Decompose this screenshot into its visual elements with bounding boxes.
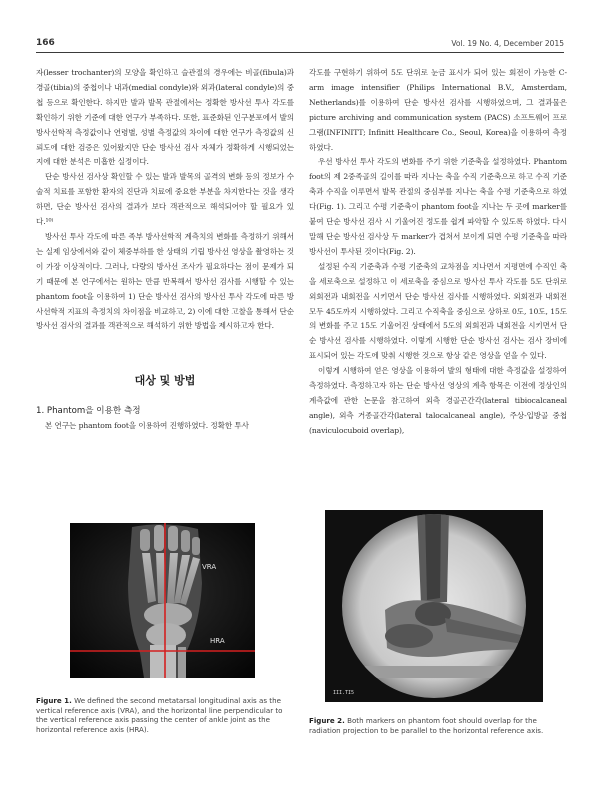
figure-1-caption: [36, 696, 294, 735]
vra-label: VRA: [202, 563, 217, 571]
page-number: 166: [36, 38, 55, 48]
header-rule: [36, 52, 564, 53]
right-column: [309, 66, 567, 439]
section-title: 대상 및 방법: [134, 374, 196, 388]
figure-2-fluoroscopy: [325, 510, 543, 702]
right-paragraph-3: 설정된 수직 기준축과 수평 기준축의 교차점을 지나면서 지평면에 수직인 축을 세로축으로 설정하고 이 세로축을 중심으로 방사선 투사 각도를 5도 단위로 외회전과 내회전을 시키면서 단순 방사선 검사를 시행하였다. 외회전과 내회전 모두 45도까지 시행하였다. 그리고 수직축을 중심으로 상하로 0도, 10도, 15도의 변화를 주고 15도 기울어진 상태에서 5도의 외회전과 내회전을 시키면서 단순 방사선 검사를 시행하였다. 이렇게 시행한 단순 방사선 검사는 검사 장비에 표시되어 있는 각도에 맞춰 시행한 것으로 항상 같은 영상을 얻을 수 있다.: [309, 261, 567, 361]
hra-label: HRA: [210, 637, 225, 645]
figure-2-caption-text: Both markers on phantom foot should overlap for the radiation projection to be parallel to the horizontal reference axis.: [309, 716, 544, 735]
right-paragraph-2: 우선 방사선 투사 각도의 변화를 주기 위한 기준축을 설정하였다. Phantom foot의 제 2중족골의 길이를 따라 지나는 축을 수직 기준축으로 하고 수직 기준축과 수직을 이루면서 발목 관절의 중심부를 지나는 축을 수평 기준축으로 하였다(Fig. 1). 그리고 수평 기준축이 phantom foot을 지나는 두 곳에 marker를 붙여 단순 방사선 검사 시 기울어진 정도를 쉽게 파악할 수 있도록 하였다. 다시 말해 단순 방사선 검사상 두 marker가 겹쳐서 보이게 되면 수평 기준축을 따라 방사선이 투사된 것이다(Fig. 2).: [309, 157, 567, 256]
journal-info: Vol. 19 No. 4, December 2015: [451, 39, 564, 48]
fig2-image-label: III.TI5: [333, 690, 355, 696]
subsection-title: 1. Phantom을 이용한 측정: [36, 406, 141, 417]
left-paragraph-4: 본 연구는 phantom foot을 이용하여 진행하였다. 정확한 투사: [45, 421, 249, 431]
right-paragraph-1: 각도를 구현하기 위하여 5도 단위로 눈금 표시가 되어 있는 회전이 가능한 C-arm image intensifier (Philips International B.V., Amsterdam, Netherlands)를 이용하여 단순 방사선 검사를 시행하였으며, 그 결과물은 picture archiving and communication system (PACS) 소프트웨어 프로그램(INFINITT; Infinitt Healthcare Co., Seoul, Korea)을 이용하여 측정하였다.: [309, 68, 567, 152]
left-paragraph-1: 자(lesser trochanter)의 모양을 확인하고 슬관절의 경우에는 비골(fibula)과 경골(tibia)의 중첩이나 내과(medial condyle)와 외과(lateral condyle)의 중첩 등으로 확인한다. 하지만 발과 발목 관절에서는 정확한 방사선 투사 각도를 확인하기 위한 기준에 대한 연구가 부족하다. 또한, 표준화된 인구분포에서 발의 방사선학적 측정값이나 연령별, 성별 측정값의 차이에 대한 연구가 측정값의 신뢰도에 대한 검증은 있어왔지만 단순 방사선 검사 자체가 정확하게 시행되었는지에 대한 분석은 미흡한 실정이다.: [36, 68, 294, 167]
figure-1-caption-label: Figure 1.: [36, 696, 72, 705]
figure-2-caption-label: Figure 2.: [309, 716, 345, 725]
left-paragraph-3: 방사선 투사 각도에 따른 족부 방사선학적 계측치의 변화를 측정하기 위해서는 실제 임상에서와 같이 체중부하를 한 상태의 기립 방사선 영상을 촬영하는 것이 가장 이상적이다. 그러나, 다량의 방사선 조사가 필요하다는 점이 문제가 되기 때문에 본 연구에서는 원하는 만큼 반복해서 방사선 검사를 시행할 수 있는 phantom foot을 이용하여 1) 단순 방사선 검사의 방사선 투사 각도에 따른 방사선학적 지표의 측정치의 차이점을 비교하고, 2) 이에 대한 고찰을 통해서 단순 방사선 검사의 결과를 객관적으로 해석하기 위한 방법을 제시하고자 한다.: [36, 231, 294, 331]
figure-1-radiograph: [70, 523, 255, 678]
right-paragraph-4: 이렇게 시행하여 얻은 영상을 이용하여 발의 형태에 대한 측정값을 설정하여 측정하였다. 측정하고자 하는 단순 방사선 영상의 계측 항목은 이전에 정상인의 계측값에 관한 논문을 참고하여 외측 경골곤간각(lateral tibiocalcaneal angle), 외측 거종골간각(lateral talocalcaneal angle), 주상-입방골 중첩(naviculocuboid overlap),: [309, 366, 567, 435]
figure-2-caption: [309, 716, 567, 735]
left-column: [36, 66, 294, 434]
figure-1-caption-text: We defined the second metatarsal longitudinal axis as the vertical reference axis (VRA), and the horizontal line perpendicular to the vertical reference axis passing the center of ankle joint as the horizontal reference axis (HRA).: [36, 696, 283, 735]
left-paragraph-2: 단순 방사선 검사상 확인할 수 있는 발과 발목의 골격의 변화 등의 정보가 수술적 치료를 포함한 환자의 진단과 치료에 중요한 부분을 차지한다는 것을 생각하면, 단순 방사선 검사의 결과가 보다 객관적으로 해석되어야 할 필요가 있다.¹⁰⁾: [36, 172, 294, 227]
